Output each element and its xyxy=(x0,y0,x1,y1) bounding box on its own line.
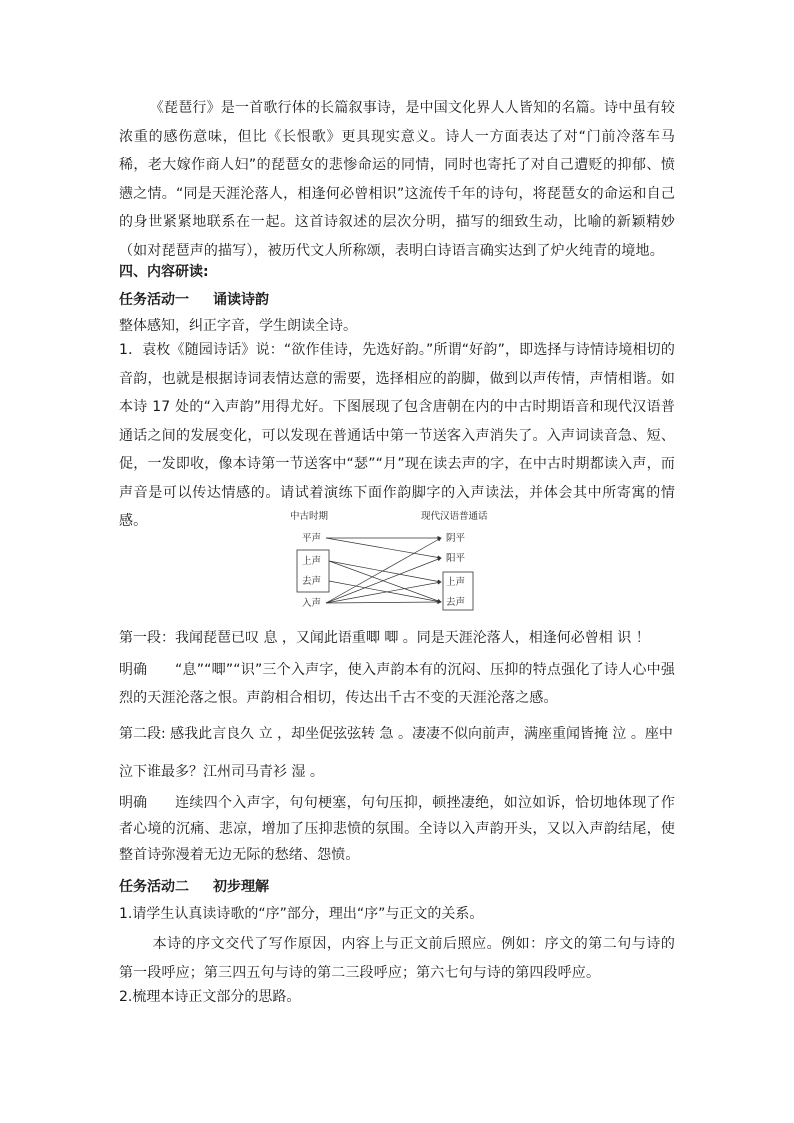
diagram-left-3: 入声 xyxy=(302,598,322,609)
answer1-text: “息”“唧”“识”三个入声字，使入声韵本有的沉闷、压抑的特点强化了诗人心中强烈的天涯沦落之恨。声韵相合相切，传达出千古不变的天涯沦落之感。 xyxy=(119,662,675,706)
diagram-right-title: 现代汉语普通话 xyxy=(421,511,488,522)
intro-paragraph: 《琵琶行》是一首歌行体的长篇叙事诗，是中国文化界人人皆知的名篇。诗中虽有较浓重的感伤意味，但比《长恨歌》更具现实意义。诗人一方面表达了对“门前冷落车马稀，老大嫁作商人妇”的琵琶女的悲惨命运的同情，同时也寄托了对自己遭贬的抑郁、愤懑之情。“同是天涯沦落人，相逢何必曾相识”这流传千年的诗句，将琵琶女的命运和自己的身世紧紧地联系在一起。这首诗叙述的层次分明，描写的细致生动，比喻的新颖精妙（如对琵琶声的描写），被历代文人所称颂，表明白诗语言确实达到了炉火纯青的境地。 xyxy=(119,100,675,259)
diagram-right-0: 阴平 xyxy=(446,533,466,544)
diagram-right-2: 上声 xyxy=(446,577,466,588)
diagram-arrows xyxy=(326,538,441,603)
question1-answer: 本诗的序文交代了写作原因，内容上与正文前后照应。例如：序文的第二句与诗的第一段呼应；第三四五句与诗的第二三段呼应；第六七句与诗的第四段呼应。 xyxy=(119,936,675,981)
answer1 xyxy=(119,656,675,712)
task1-title: 诵读诗韵 xyxy=(213,292,269,308)
diagram-left-0: 平声 xyxy=(302,533,322,544)
diagram-right-3: 去声 xyxy=(446,597,466,608)
task1-label: 任务活动一 xyxy=(119,292,189,308)
task2-title: 初步理解 xyxy=(213,879,269,895)
section-heading: 四、内容研读: xyxy=(119,264,209,280)
segment2-verse-line2: 泣下谁最多？江州司马青衫 湿 。 xyxy=(119,764,324,780)
task2-heading xyxy=(119,877,269,897)
question1: 1.请学生认真读诗歌的“序”部分，理出“序”与正文的关系。 xyxy=(119,906,484,922)
answer2-text: 连续四个入声字，句句梗塞，句句压抑，顿挫凄绝，如泣如诉，恰切地体现了作者心境的沉痛、悲凉，增加了压抑悲愤的氛围。全诗以入声韵开头，又以入声韵结尾，使整首诗弥漫着无边无际的愁绪、怨愤。 xyxy=(119,795,675,863)
task2-label: 任务活动二 xyxy=(119,879,189,895)
question2: 2.梳理本诗正文部分的思路。 xyxy=(119,989,301,1005)
overall-perception: 整体感知，纠正字音，学生朗读全诗。 xyxy=(119,318,357,334)
answer2 xyxy=(119,790,675,868)
diagram-left-title: 中古时期 xyxy=(290,511,329,522)
item1-paragraph: 1．袁枚《随园诗话》说：“欲作佳诗，先选好韵。”所谓“好韵”，即选择与诗情诗境相切的音韵，也就是根据诗词表情达意的需要，选择相应的韵脚，做到以声传情，声情相谐。如本诗 17 处的“入声韵”用得尤好。下图展现了包含唐朝在内的中古时期语音和现代汉语普通话之间的发展变化，可以发现在普通话中第一节送客入声消失了。入声词读音急、短、促，一发即收，像本诗第一节送客中“瑟”“月”现在读去声的字，在中古时期都读入声，而声音是可以传达情感的。请试着演练下面作韵脚字的入声读法，并体会其中所寄寓的情感。 xyxy=(119,342,675,529)
diagram-left-1: 上声 xyxy=(302,556,322,567)
answer2-label: 明确 xyxy=(119,795,148,811)
diagram-left-2: 去声 xyxy=(302,576,322,587)
task1-heading xyxy=(119,290,269,310)
tone-evolution-diagram xyxy=(286,506,508,614)
diagram-right-1: 阳平 xyxy=(446,553,466,564)
answer1-label: 明确 xyxy=(119,662,148,678)
segment1-verse: 第一段：我闻琵琶已叹 息 ，又闻此语重唧 唧 。同是天涯沦落人，相逢何必曾相 识 ！ xyxy=(119,630,650,646)
segment2-verse-line1: 第二段: 感我此言良久 立 ，却坐促弦弦转 急 。凄凄不似向前声，满座重闻皆掩 泣 。座中 xyxy=(119,726,673,742)
